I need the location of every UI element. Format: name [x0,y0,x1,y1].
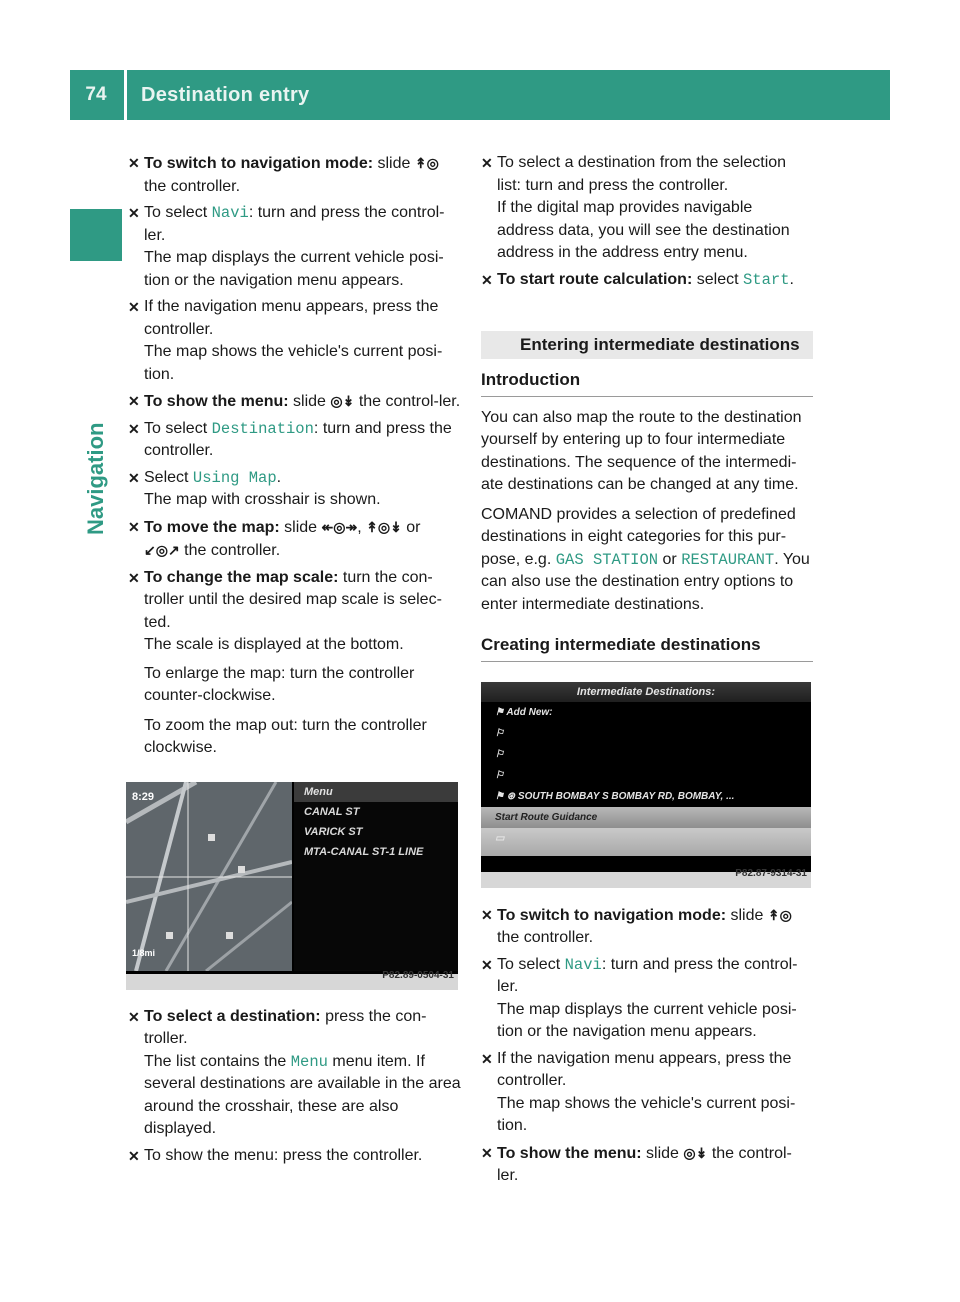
step-text: select [696,270,739,288]
menu-item[interactable]: MTA-CANAL ST-1 LINE [304,845,424,858]
step-result: The map displays the current vehicle posi-tion or the navigation menu appears. [497,1000,797,1040]
step-move-map [128,516,462,563]
step-heading: To move the map: [144,518,280,536]
media-icon: ▭ [495,832,505,844]
intro-paragraph-2 [481,504,813,617]
step-switch-nav-2 [481,904,813,950]
menu-panel [294,782,458,971]
dest-add-new-label: Add New: [506,706,553,718]
section-tab-marker [70,209,122,261]
step-text: : turn and press the control-ler. [144,204,445,244]
step-marker-icon: ✕ [128,205,140,221]
menu-item-code: RESTAURANT [681,550,775,569]
figure-caption: P82.87-9314-31 [735,868,807,879]
step-marker-icon: ✕ [481,906,493,923]
destination-flag-icon: ⚑ ⊛ [495,790,518,802]
right-column [481,152,813,1192]
menu-item-code: Navi [564,955,602,974]
step-heading: To change the map scale: [144,568,339,586]
step-heading: To show the menu: [144,393,289,410]
header-divider [124,70,127,120]
dest-slot[interactable] [481,765,811,786]
step-map-scale [128,567,462,760]
step-marker-icon: ✕ [481,155,493,171]
step-marker-icon: ✕ [128,469,140,486]
step-heading: To start route calculation: [497,270,693,288]
slot-icon: ⚐ [495,727,504,739]
step-heading: To switch to navigation mode: [497,906,727,924]
step-marker-icon: ✕ [481,956,493,973]
step-marker-icon: ✕ [128,299,140,315]
step-using-map [128,467,462,512]
step-marker-icon: ✕ [128,569,140,586]
menu-item-code: Using Map [192,468,277,487]
step-text: slide [293,393,326,410]
menu-item[interactable]: VARICK ST [304,825,363,838]
step-show-menu [128,390,462,414]
step-text: slide [646,1144,679,1162]
dest-lower-bar [481,828,811,856]
menu-title: Menu [294,782,458,802]
step-heading: To switch to navigation mode: [144,155,374,172]
step-note: To zoom the map out: turn the controller clockwise. [144,716,427,756]
menu-item[interactable]: CANAL ST [304,805,360,818]
step-text: slide [284,518,318,536]
step-text: If the navigation menu appears, press the controller. [497,1049,792,1089]
step-text: To select [144,419,208,437]
step-result: If the digital map provides navigable address data, you will see the destination address in the address entry menu. [497,199,790,261]
step-show-menu-2 [481,1142,813,1188]
subheading-creating: Creating intermediate destinations [481,634,813,662]
step-switch-nav [128,152,462,198]
step-text: , [357,518,362,536]
step-text: press the con-troller. [144,1007,427,1047]
step-select-destination [128,418,462,463]
menu-item-code: GAS STATION [555,550,659,569]
paragraph-text: or [662,550,677,568]
paragraph-text: . You can also use the destination entry options to enter intermediate destinations. [481,550,810,613]
slot-icon: ⚐ [495,769,504,781]
step-select-a-destination [128,1006,462,1141]
step-marker-icon: ✕ [128,420,140,437]
step-marker-icon: ✕ [481,1050,493,1067]
step-heading: To show the menu: [497,1144,642,1162]
dest-add-new[interactable] [481,702,811,723]
figure-caption: P82.89-0504-31 [382,970,454,981]
controller-slide-left-right-icon: ↞◎↠ [321,518,358,535]
controller-slide-diagonal-icon: ↙◎↗ [144,542,180,558]
step-text: To select a destination from the selection list: turn and press the controller. [497,154,787,194]
section-label: Navigation [83,422,108,535]
dest-filled-label: SOUTH BOMBAY S BOMBAY RD, BOMBAY, ... [517,790,735,802]
map-screenshot [126,782,458,990]
slot-icon: ⚐ [495,748,504,760]
step-text: To show the menu: press the controller. [144,1146,423,1164]
add-icon: ⚑ [495,706,507,718]
step-text: the control-ler. [358,393,461,410]
step-text: To select [144,204,208,221]
step-marker-icon: ✕ [481,271,493,288]
intermediate-destinations-screenshot [481,682,811,888]
step-text: the controller. [497,929,594,946]
subheading-introduction: Introduction [481,369,813,397]
menu-item-code: Menu [290,1052,328,1071]
step-text: the control-ler. [497,1144,792,1184]
step-text: the controller. [144,177,241,195]
map-scale-readout: 1/8mi [132,948,156,958]
step-select-navi-2 [481,954,813,1044]
step-text: If the navigation menu appears, press the controller. [144,298,439,338]
menu-item-code: Destination [211,419,314,438]
paragraph-text: COMAND provides a selection of predefined destinations in eight categories for this pur-pose, e.g. [481,505,796,568]
step-marker-icon: ✕ [481,1144,493,1161]
step-text: slide [730,906,764,924]
intro-paragraph: You can also map the route to the destination yourself by entering up to four intermediate destinations. The sequence of the intermedi-ate destinations can be changed at any time. [481,408,802,493]
step-start-route [481,269,813,292]
step-note: To enlarge the map: turn the controller counter-clockwise. [144,664,415,704]
step-text: To select [497,955,561,973]
start-route-guidance-button[interactable]: Start Route Guidance [481,807,811,828]
step-heading: To select a destination: [144,1007,321,1025]
controller-slide-up-down-icon: ↟◎↡ [366,518,402,535]
step-marker-icon: ✕ [128,518,140,535]
step-result: The scale is displayed at the bottom. [144,636,404,653]
step-text: or [406,518,421,536]
step-text: turn the con-troller until the desired map scale is selec-ted. [144,568,442,631]
step-text: Select [144,468,189,486]
menu-item-code: Navi [211,204,249,222]
page-number: 74 [85,84,107,105]
step-result: The map shows the vehicle's current posi-tion. [144,343,443,383]
step-select-from-list [481,152,813,265]
step-marker-icon: ✕ [128,155,140,171]
step-select-navi [128,202,462,292]
step-marker-icon: ✕ [128,1008,140,1025]
dest-filled-entry[interactable] [481,786,811,807]
step-result: The map with crosshair is shown. [144,491,381,508]
step-text: : turn and press the control-ler. [497,955,798,995]
step-result: menu item. If several destinations are available in the area around the crosshair, these are also displayed. [144,1052,461,1137]
controller-slide-up-icon: ↟◎ [414,155,439,171]
left-column [128,152,462,1171]
step-text: the controller. [184,542,281,559]
dest-menu-title: Intermediate Destinations: [481,682,811,702]
dest-slot[interactable] [481,744,811,765]
page-title: Destination entry [141,84,310,106]
step-marker-icon: ✕ [128,393,140,409]
step-press-controller-2 [481,1048,813,1138]
controller-slide-down-icon: ◎↡ [683,1144,708,1161]
menu-item-code: Start [742,270,790,289]
step-text: : turn and press the controller. [144,419,452,459]
clock-readout: 8:29 [132,790,155,803]
step-result: The list contains the [144,1052,287,1070]
step-marker-icon: ✕ [128,1147,140,1164]
step-press-controller [128,296,462,386]
step-text: . [789,270,794,288]
step-text: slide [377,155,411,172]
step-result: The map shows the vehicle's current posi-tion. [497,1094,796,1134]
step-show-menu-press [128,1145,462,1168]
step-result: The map displays the current vehicle posi-tion or the navigation menu appears. [144,249,444,289]
controller-slide-down-icon: ◎↡ [330,393,355,409]
dest-slot[interactable] [481,723,811,744]
controller-slide-up-icon: ↟◎ [767,906,792,923]
step-text: . [276,468,282,486]
map-view [126,782,292,971]
section-heading: Entering intermediate destinations [481,331,813,359]
